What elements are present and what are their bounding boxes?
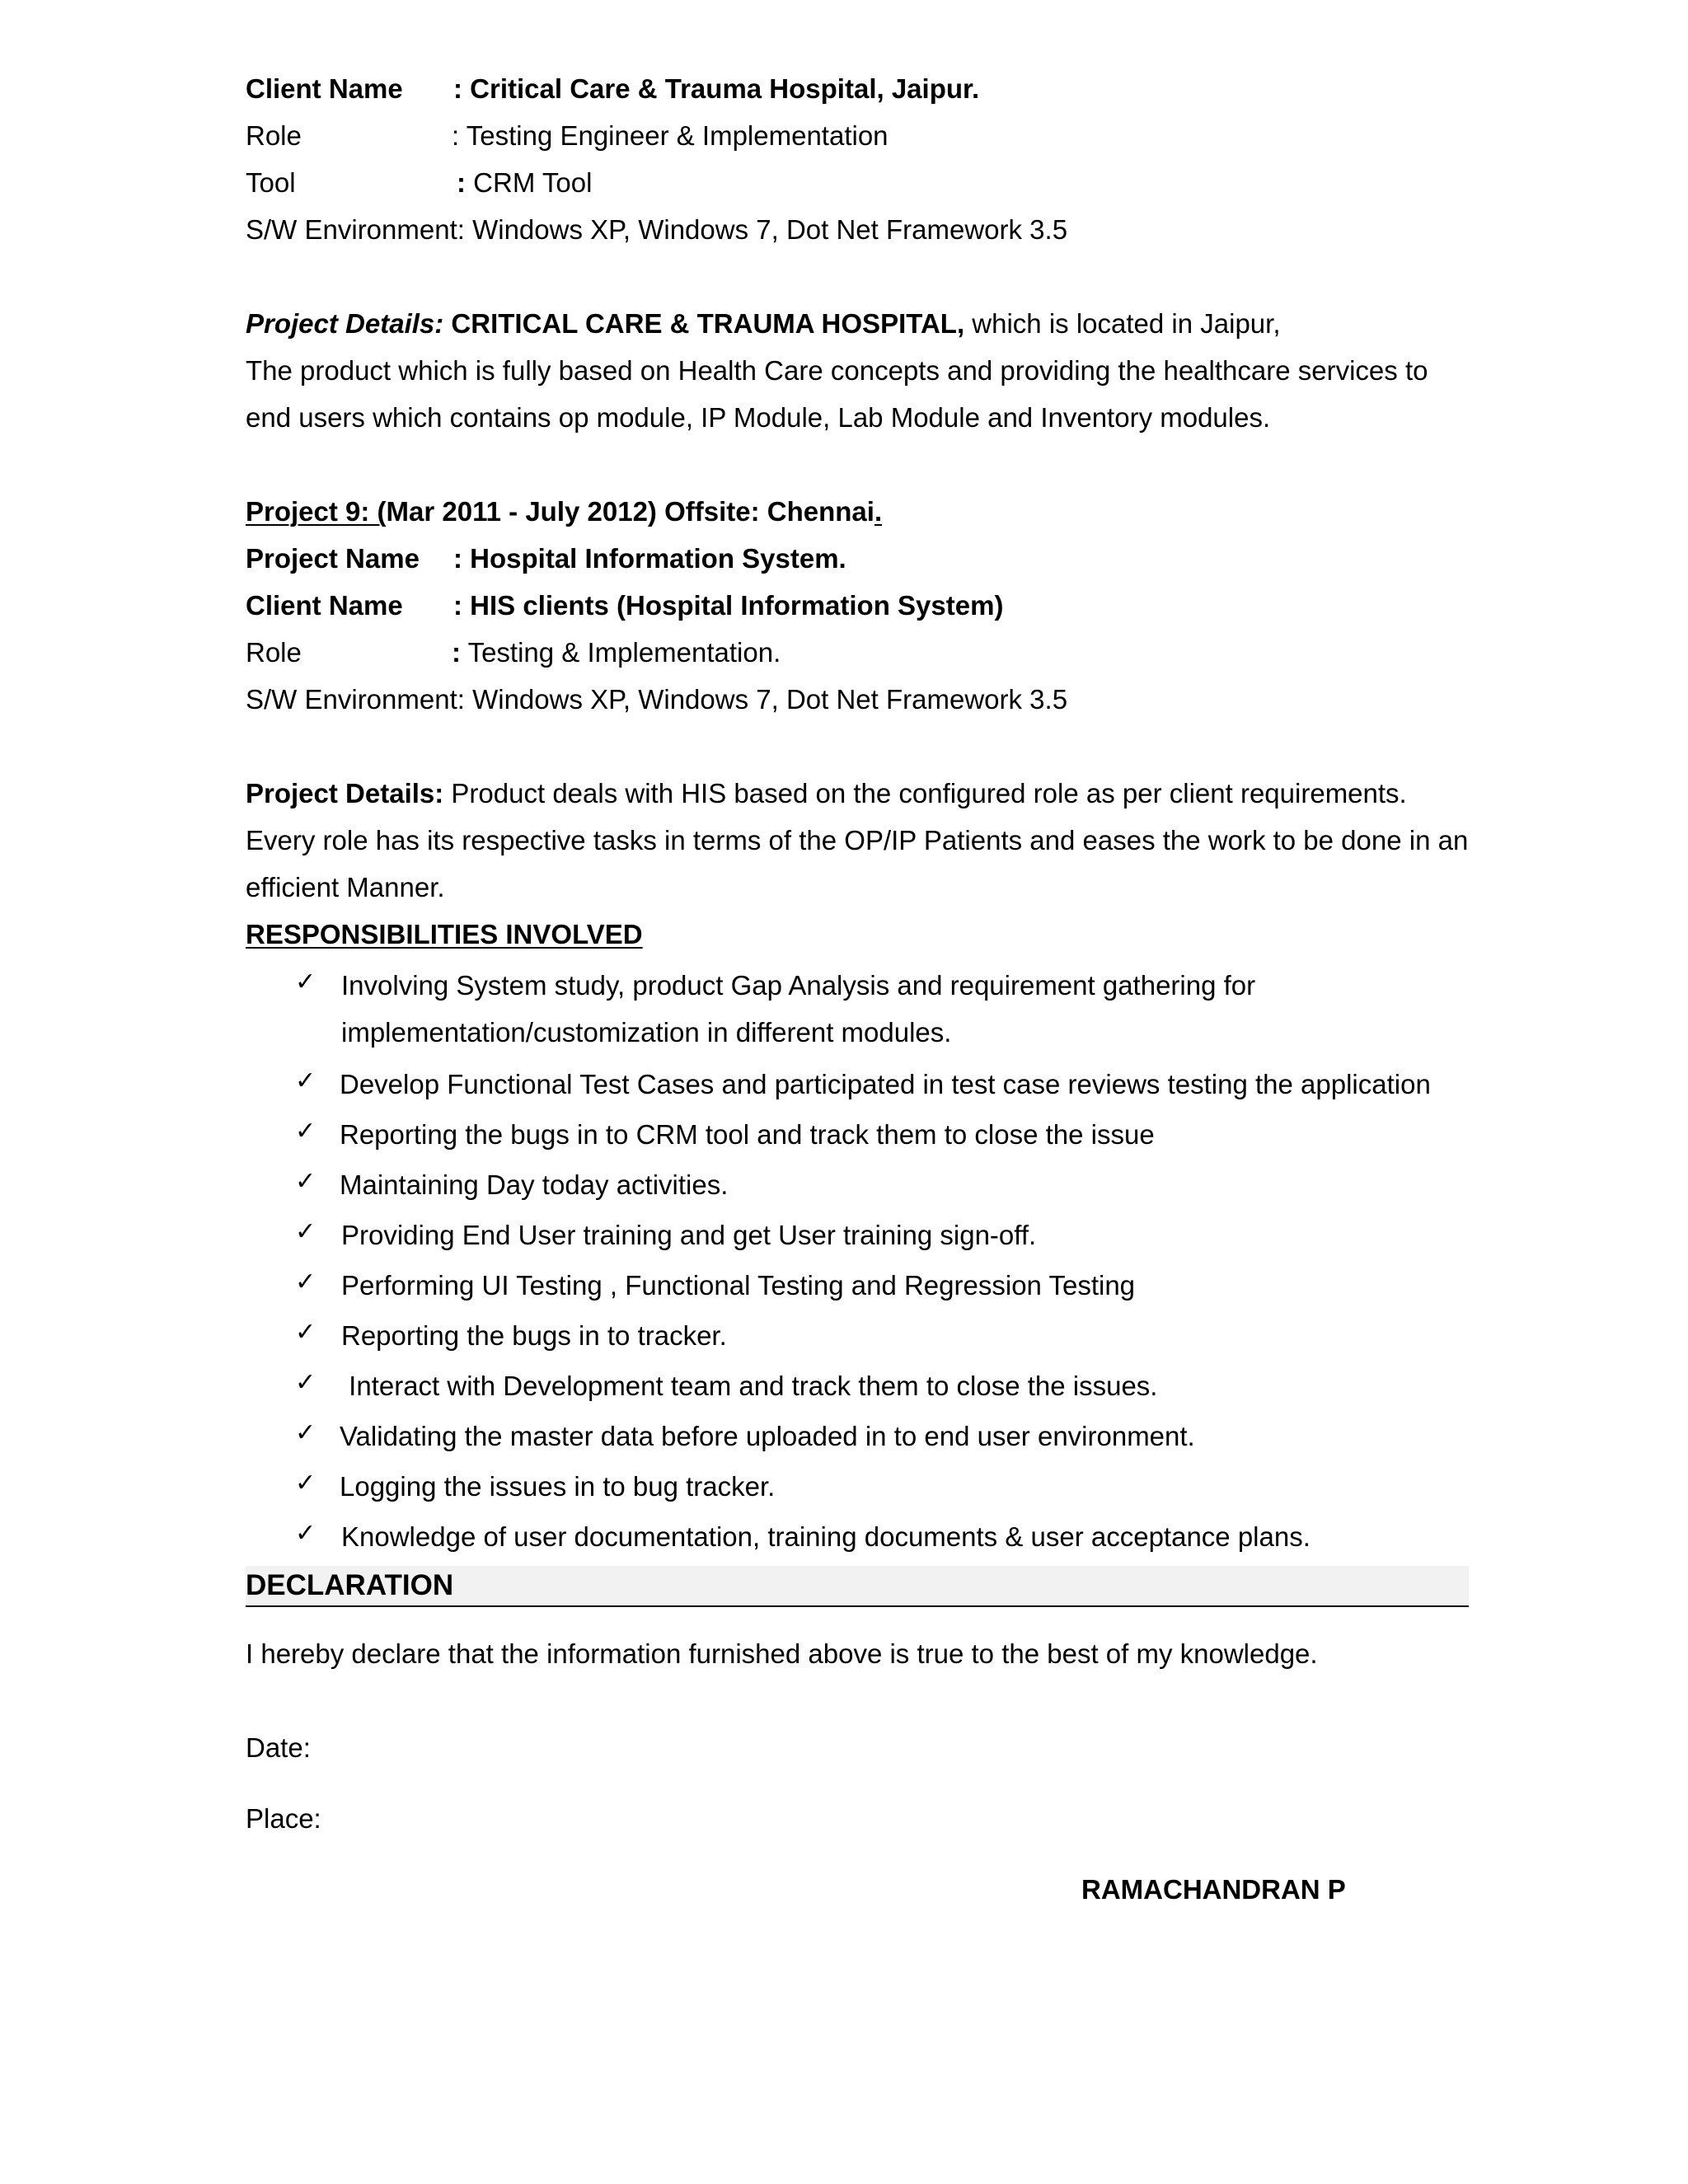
list-item: Interact with Development team and track them to close the issues. xyxy=(341,1371,1158,1401)
check-icon: ✓ xyxy=(295,1117,316,1146)
env-line-2: S/W Environment: Windows XP, Windows 7, Dot Net Framework 3.5 xyxy=(246,684,1068,715)
list-item: Reporting the bugs in to CRM tool and track them to close the issue xyxy=(340,1119,1155,1150)
signature-name: RAMACHANDRAN P xyxy=(1081,1874,1346,1905)
project-details-2-line-1 xyxy=(246,777,1407,810)
project-9-heading-suffix: . xyxy=(874,496,883,527)
project-9-heading-main: Mar 2011 - July 2012) Offsite: Chennai xyxy=(386,496,874,527)
project-name-label: Project Name xyxy=(246,543,420,574)
tool-value: CRM Tool xyxy=(466,167,593,198)
list-item: Develop Functional Test Cases and participated in test case reviews testing the application xyxy=(340,1069,1431,1099)
declaration-statement: I hereby declare that the information furnished above is true to the best of my knowledge. xyxy=(246,1638,1318,1669)
project-details-1-line-2: The product which is fully based on Health Care concepts and providing the healthcare services to xyxy=(246,355,1428,386)
declaration-title: DECLARATION xyxy=(246,1569,454,1601)
responsibilities-heading: RESPONSIBILITIES INVOLVED xyxy=(246,919,643,949)
check-icon: ✓ xyxy=(295,1519,316,1548)
project-details-2-line-2: Every role has its respective tasks in terms of the OP/IP Patients and eases the work to be done in an xyxy=(246,825,1469,855)
check-icon: ✓ xyxy=(295,1368,316,1397)
project-9-role-colon: : xyxy=(452,637,461,668)
role-value: : Testing Engineer & Implementation xyxy=(452,120,889,151)
list-item: Knowledge of user documentation, training documents & user acceptance plans. xyxy=(341,1521,1311,1552)
project-details-1-line-1 xyxy=(246,307,1281,340)
check-icon: ✓ xyxy=(295,1167,316,1196)
check-icon: ✓ xyxy=(295,1217,316,1246)
project-details-2-rest: Product deals with HIS based on the configured role as per client requirements. xyxy=(443,778,1407,808)
date-label: Date: xyxy=(246,1732,311,1763)
list-item: Logging the issues in to bug tracker. xyxy=(340,1471,776,1502)
project-details-2-line-3: efficient Manner. xyxy=(246,872,445,902)
client-name-row xyxy=(246,73,980,105)
list-item: Maintaining Day today activities. xyxy=(340,1169,729,1200)
project-9-role-row xyxy=(246,636,781,669)
list-item: Reporting the bugs in to tracker. xyxy=(341,1320,727,1351)
project-details-2-label: Project Details: xyxy=(246,778,444,808)
project-9-client-value: : HIS clients (Hospital Information System) xyxy=(453,590,1004,621)
project-name-value: : Hospital Information System. xyxy=(453,543,846,574)
check-icon: ✓ xyxy=(295,1268,316,1296)
project-9-heading xyxy=(246,495,882,528)
check-icon: ✓ xyxy=(295,1418,316,1447)
project-9-client-row xyxy=(246,589,1004,622)
tool-colon: : xyxy=(457,167,466,198)
tool-label: Tool xyxy=(246,167,296,198)
project-9-client-label: Client Name xyxy=(246,590,403,621)
check-icon: ✓ xyxy=(295,1318,316,1347)
list-item: Involving System study, product Gap Analysis and requirement gathering for xyxy=(341,970,1256,1001)
list-item-continuation: implementation/customization in different modules. xyxy=(341,1017,952,1047)
project-details-1-label: Project Details: xyxy=(246,308,444,339)
project-details-1-rest: which is located in Jaipur, xyxy=(964,308,1281,339)
check-icon: ✓ xyxy=(295,1066,316,1095)
place-label: Place: xyxy=(246,1803,321,1834)
client-name-value: : Critical Care & Trauma Hospital, Jaipur. xyxy=(453,73,980,104)
project-details-1-line-3: end users which contains op module, IP Module, Lab Module and Inventory modules. xyxy=(246,402,1271,433)
role-row xyxy=(246,120,889,152)
list-item: Validating the master data before uploaded in to end user environment. xyxy=(340,1421,1195,1451)
check-icon: ✓ xyxy=(295,1469,316,1497)
tool-row xyxy=(246,166,593,199)
env-line-1: S/W Environment: Windows XP, Windows 7, Dot Net Framework 3.5 xyxy=(246,214,1068,245)
list-item: Performing UI Testing , Functional Testing and Regression Testing xyxy=(341,1270,1136,1301)
project-details-1-hospital: CRITICAL CARE & TRAUMA HOSPITAL, xyxy=(443,308,965,339)
client-name-label: Client Name xyxy=(246,73,403,104)
project-9-role-label: Role xyxy=(246,637,302,668)
check-icon: ✓ xyxy=(295,968,316,996)
project-9-heading-prefix: Project 9: ( xyxy=(246,496,387,527)
project-9-role-value: Testing & Implementation. xyxy=(461,637,781,668)
list-item: Providing End User training and get User training sign-off. xyxy=(341,1220,1037,1250)
role-label: Role xyxy=(246,120,302,151)
project-name-row xyxy=(246,542,846,575)
